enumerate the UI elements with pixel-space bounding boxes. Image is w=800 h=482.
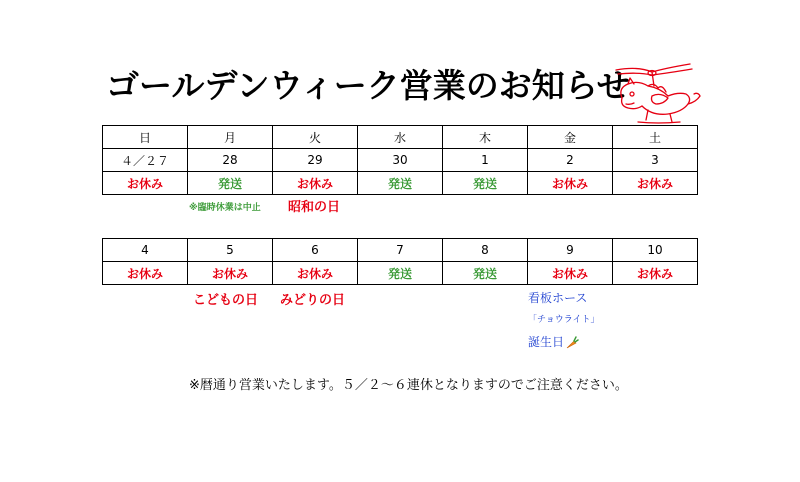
temp-closure-cancelled-note: ※臨時休業は中止 — [189, 203, 261, 213]
status-shipping: 発送 — [358, 172, 443, 195]
date-cell: 8 — [443, 239, 528, 262]
horse-name-label: 「チョウライト」 — [528, 315, 600, 325]
weekday-cell: 火 — [273, 126, 358, 149]
date-cell: 28 — [188, 149, 273, 172]
weekday-cell: 木 — [443, 126, 528, 149]
carrot-icon — [565, 336, 579, 350]
status-closed: お休み — [273, 262, 358, 285]
weekday-cell: 月 — [188, 126, 273, 149]
status-closed: お休み — [613, 262, 698, 285]
date-row — [103, 149, 698, 172]
business-notice-footer: ※暦通り営業いたします。５／２～６連休となりますのでご注意ください。 — [189, 378, 628, 393]
status-shipping: 発送 — [188, 172, 273, 195]
weekday-cell: 金 — [528, 126, 613, 149]
weekday-header-row — [103, 126, 698, 149]
date-cell: 7 — [358, 239, 443, 262]
showa-day-label: 昭和の日 — [288, 200, 341, 215]
date-cell: 30 — [358, 149, 443, 172]
calendar-week-2 — [102, 238, 698, 285]
date-cell: 10 — [613, 239, 698, 262]
weekday-cell: 土 — [613, 126, 698, 149]
calendar-week-1 — [102, 125, 698, 195]
date-cell: 9 — [528, 239, 613, 262]
horse-helicopter-icon — [608, 58, 704, 128]
birthday-label: 誕生日 — [528, 335, 565, 349]
date-cell: 5 — [188, 239, 273, 262]
status-closed: お休み — [188, 262, 273, 285]
weekday-cell: 日 — [103, 126, 188, 149]
status-closed: お休み — [103, 262, 188, 285]
status-shipping: 発送 — [443, 262, 528, 285]
status-shipping: 発送 — [358, 262, 443, 285]
date-cell: 1 — [443, 149, 528, 172]
date-cell: 2 — [528, 149, 613, 172]
status-closed: お休み — [528, 262, 613, 285]
signboard-horse-label: 看板ホース — [528, 291, 588, 305]
date-row — [103, 239, 698, 262]
status-row — [103, 172, 698, 195]
date-cell: 6 — [273, 239, 358, 262]
status-closed: お休み — [528, 172, 613, 195]
birthday-note — [528, 333, 579, 350]
status-closed: お休み — [273, 172, 358, 195]
weekday-cell: 水 — [358, 126, 443, 149]
greenery-day-label: みどりの日 — [280, 293, 346, 308]
date-cell: 4 — [103, 239, 188, 262]
status-row — [103, 262, 698, 285]
status-closed: お休み — [613, 172, 698, 195]
date-cell: 29 — [273, 149, 358, 172]
page-title: ゴールデンウィーク営業のお知らせ — [106, 66, 630, 105]
date-cell: 3 — [613, 149, 698, 172]
date-cell: ４／２７ — [103, 149, 188, 172]
childrens-day-label: こどもの日 — [193, 293, 259, 308]
status-shipping: 発送 — [443, 172, 528, 195]
status-closed: お休み — [103, 172, 188, 195]
